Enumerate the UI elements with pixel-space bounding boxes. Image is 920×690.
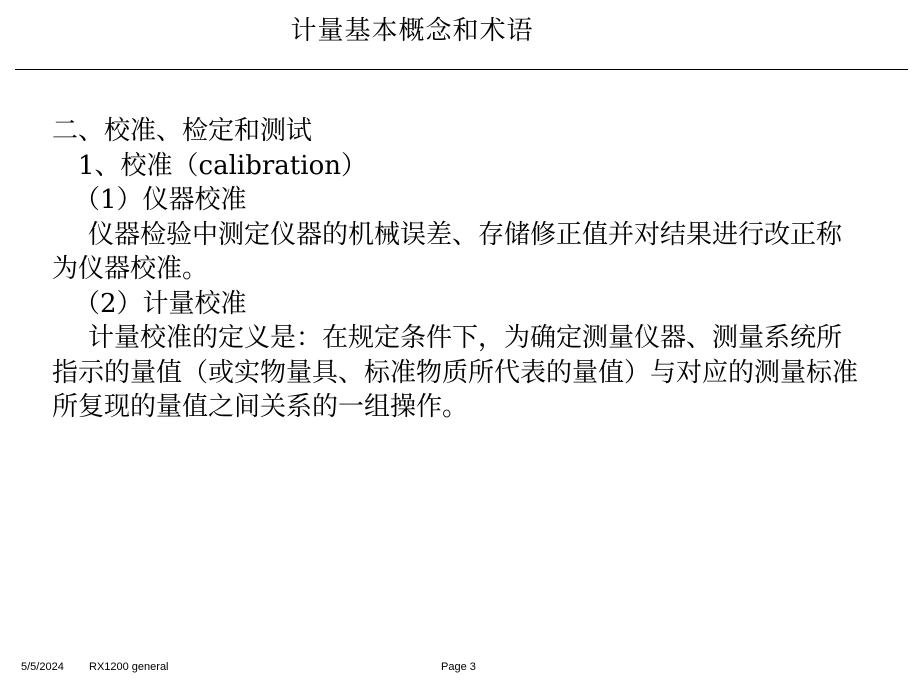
item2-paragraph: 计量校准的定义是：在规定条件下，为确定测量仪器、测量系统所指示的量值（或实物量具、标准物质所代表的量值）与对应的测量标准所复现的量值之间关系的一组操作。 <box>52 323 859 422</box>
footer-page-number: Page 3 <box>441 661 476 673</box>
item1-paragraph: 仪器检验中测定仪器的机械误差、存储修正值并对结果进行改正称为仪器校准。 <box>52 219 843 284</box>
footer-date: 5/5/2024 <box>21 661 64 673</box>
footer-document-name: RX1200 general <box>89 661 169 673</box>
item2-heading: （2）计量校准 <box>74 288 247 319</box>
title-divider <box>15 69 908 70</box>
item1-heading: （1）仪器校准 <box>74 185 247 215</box>
section-heading: 二、校准、检定和测试 <box>52 116 313 146</box>
slide-title: 计量基本概念和术语 <box>290 16 534 46</box>
subsection-heading: 1、校准（calibration） <box>78 150 367 181</box>
slide-body <box>52 114 872 425</box>
